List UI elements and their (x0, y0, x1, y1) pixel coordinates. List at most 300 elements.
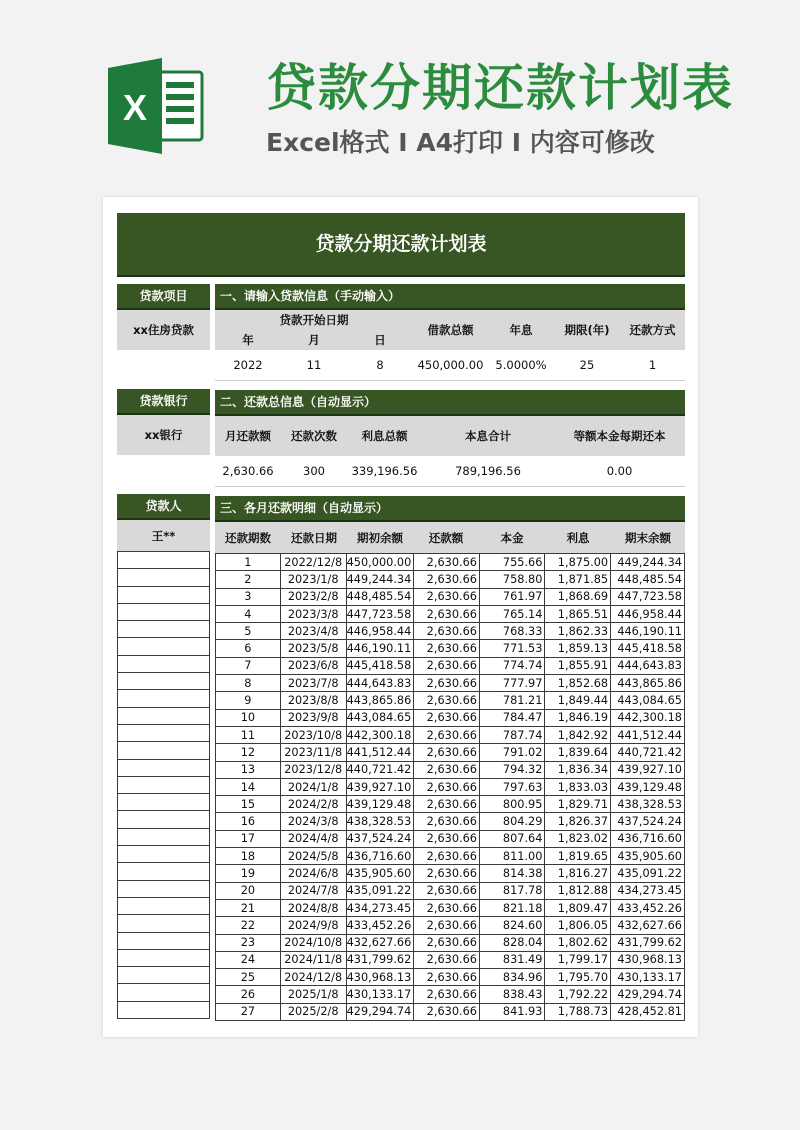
table-row (216, 761, 685, 778)
table-cell: 434,273.45 (611, 882, 685, 899)
loan-item-label: 贷款项目 (117, 284, 210, 310)
table-cell: 1,819.65 (545, 848, 611, 865)
table-cell: 2024/7/8 (280, 882, 346, 899)
table-cell: 2023/6/8 (280, 657, 346, 674)
table-cell: 831.49 (479, 951, 544, 968)
table-cell: 12 (216, 744, 281, 761)
table-cell: 2024/2/8 (280, 796, 346, 813)
table-cell: 2,630.66 (414, 554, 480, 571)
table-cell: 1,795.70 (545, 969, 611, 986)
left-blank-row (118, 655, 210, 672)
total-label: 借款总额 (427, 323, 474, 337)
table-cell: 433,452.26 (346, 917, 414, 934)
table-cell: 1,839.64 (545, 744, 611, 761)
table-cell: 2,630.66 (414, 761, 480, 778)
table-cell: 7 (216, 657, 281, 674)
table-cell: 2022/12/8 (280, 554, 346, 571)
table-cell: 2023/9/8 (280, 709, 346, 726)
table-row (216, 605, 685, 622)
table-cell: 1,788.73 (545, 1003, 611, 1020)
rate-label: 年息 (509, 323, 533, 337)
table-row (216, 778, 685, 795)
table-cell: 18 (216, 848, 281, 865)
table-cell: 2,630.66 (414, 917, 480, 934)
left-blank-row (118, 552, 210, 569)
table-cell: 1,833.03 (545, 778, 611, 795)
table-cell: 781.21 (479, 692, 544, 709)
col-period: 还款期数 (225, 530, 271, 545)
left-blank-row (118, 707, 210, 724)
table-cell: 1,829.71 (545, 796, 611, 813)
loan-item-value[interactable]: xx住房贷款 (117, 310, 210, 350)
day-label: 日 (374, 333, 386, 347)
left-blank-cell (118, 655, 210, 672)
table-cell: 15 (216, 796, 281, 813)
table-cell: 449,244.34 (346, 571, 414, 588)
monthly-label: 月还款额 (225, 429, 271, 443)
table-cell: 2023/4/8 (280, 623, 346, 640)
table-row (216, 640, 685, 657)
left-spacer (117, 350, 210, 380)
content-grid (117, 284, 685, 1021)
start-date-group (215, 310, 413, 350)
table-cell: 765.14 (479, 605, 544, 622)
table-cell: 2023/1/8 (280, 571, 346, 588)
left-blank-cell (118, 794, 210, 811)
table-cell: 1,846.19 (545, 709, 611, 726)
left-blank-row (118, 742, 210, 759)
table-cell: 1,875.00 (545, 554, 611, 571)
table-cell: 2024/8/8 (280, 899, 346, 916)
excel-logo-letter: X (122, 87, 148, 128)
spreadsheet (117, 213, 685, 1021)
table-cell: 2,630.66 (414, 744, 480, 761)
table-cell: 13 (216, 761, 281, 778)
table-row (216, 675, 685, 692)
table-row (216, 796, 685, 813)
table-row (216, 588, 685, 605)
table-cell: 2023/10/8 (280, 726, 346, 743)
table-cell: 10 (216, 709, 281, 726)
table-cell: 2023/7/8 (280, 675, 346, 692)
count-value: 300 (303, 464, 325, 478)
table-cell: 433,452.26 (611, 899, 685, 916)
left-blank-cell (118, 603, 210, 620)
col-opening: 期初余额 (357, 530, 403, 545)
table-cell: 2,630.66 (414, 709, 480, 726)
interest-value: 339,196.56 (351, 464, 418, 478)
table-cell: 2024/4/8 (280, 830, 346, 847)
table-cell: 2,630.66 (414, 865, 480, 882)
table-cell: 2023/12/8 (280, 761, 346, 778)
table-row (216, 813, 685, 830)
table-cell: 24 (216, 951, 281, 968)
table-cell: 2 (216, 571, 281, 588)
table-cell: 4 (216, 605, 281, 622)
table-cell: 2024/1/8 (280, 778, 346, 795)
table-cell: 814.38 (479, 865, 544, 882)
left-blank-cell (118, 673, 210, 690)
table-cell: 429,294.74 (611, 986, 685, 1003)
left-blank-row (118, 984, 210, 1001)
table-cell: 446,190.11 (611, 623, 685, 640)
left-blank-cell (118, 915, 210, 932)
table-cell: 27 (216, 1003, 281, 1020)
left-blank-row (118, 932, 210, 949)
table-cell: 445,418.58 (346, 657, 414, 674)
table-cell: 1,865.51 (545, 605, 611, 622)
table-cell: 811.00 (479, 848, 544, 865)
table-cell: 824.60 (479, 917, 544, 934)
right-column (215, 284, 685, 1021)
table-cell: 1,809.47 (545, 899, 611, 916)
left-blank-cell (118, 828, 210, 845)
table-cell: 784.47 (479, 709, 544, 726)
table-cell: 2023/8/8 (280, 692, 346, 709)
table-cell: 834.96 (479, 969, 544, 986)
left-blank-row (118, 863, 210, 880)
table-cell: 1,859.13 (545, 640, 611, 657)
table-row (216, 657, 685, 674)
table-cell: 1,862.33 (545, 623, 611, 640)
table-cell: 2,630.66 (414, 830, 480, 847)
table-cell: 1,842.92 (545, 726, 611, 743)
table-cell: 2,630.66 (414, 623, 480, 640)
table-cell: 26 (216, 986, 281, 1003)
section1-header-row (215, 310, 685, 350)
table-row (216, 744, 685, 761)
principal-label: 等额本金每期还本 (573, 429, 666, 443)
sheet-title: 贷款分期还款计划表 (117, 213, 685, 277)
left-blank-cell (118, 984, 210, 1001)
table-cell: 2025/2/8 (280, 1003, 346, 1020)
left-blank-row (118, 897, 210, 914)
left-column (117, 284, 210, 1021)
table-cell: 1,849.44 (545, 692, 611, 709)
table-cell: 817.78 (479, 882, 544, 899)
table-cell: 2,630.66 (414, 848, 480, 865)
table-cell: 437,524.24 (346, 830, 414, 847)
table-row (216, 865, 685, 882)
table-cell: 14 (216, 778, 281, 795)
left-blank-row (118, 621, 210, 638)
left-blank-row (118, 880, 210, 897)
start-date-label: 贷款开始日期 (279, 313, 349, 327)
table-cell: 804.29 (479, 813, 544, 830)
excel-logo-icon (104, 58, 206, 154)
left-blank-row (118, 724, 210, 741)
left-blank-cell (118, 552, 210, 569)
table-cell: 439,129.48 (346, 796, 414, 813)
left-blank-row (118, 759, 210, 776)
borrower-label: 贷款人 (117, 494, 210, 520)
table-cell: 828.04 (479, 934, 544, 951)
table-cell: 430,133.17 (611, 969, 685, 986)
table-cell: 1,868.69 (545, 588, 611, 605)
table-row (216, 623, 685, 640)
table-cell: 440,721.42 (611, 744, 685, 761)
table-cell: 807.64 (479, 830, 544, 847)
table-cell: 444,643.83 (611, 657, 685, 674)
table-cell: 1,816.27 (545, 865, 611, 882)
table-cell: 432,627.66 (611, 917, 685, 934)
table-cell: 441,512.44 (611, 726, 685, 743)
table-cell: 23 (216, 934, 281, 951)
table-cell: 794.32 (479, 761, 544, 778)
table-row (216, 951, 685, 968)
section1-value-row (215, 350, 685, 381)
table-cell: 431,799.62 (611, 934, 685, 951)
section2-value-row (215, 456, 685, 487)
table-cell: 446,958.44 (346, 623, 414, 640)
left-blank-cell (118, 621, 210, 638)
borrower-value[interactable]: 王** (117, 520, 210, 551)
left-blank-cell (118, 776, 210, 793)
table-cell: 2,630.66 (414, 796, 480, 813)
table-cell: 2024/10/8 (280, 934, 346, 951)
table-cell: 436,716.60 (346, 848, 414, 865)
left-blank-cell (118, 863, 210, 880)
table-cell: 800.95 (479, 796, 544, 813)
section1-heading: 一、请输入贷款信息（手动输入） (215, 284, 685, 310)
table-cell: 1,792.22 (545, 986, 611, 1003)
table-cell: 2,630.66 (414, 726, 480, 743)
table-cell: 11 (216, 726, 281, 743)
table-cell: 2025/1/8 (280, 986, 346, 1003)
table-cell: 791.02 (479, 744, 544, 761)
table-cell: 1,812.88 (545, 882, 611, 899)
left-blank-row (118, 673, 210, 690)
table-cell: 440,721.42 (346, 761, 414, 778)
table-row (216, 899, 685, 916)
left-blank-rows (117, 551, 210, 1019)
table-row (216, 917, 685, 934)
table-cell: 447,723.58 (346, 605, 414, 622)
left-blank-row (118, 1001, 210, 1018)
bank-value[interactable]: xx银行 (117, 415, 210, 455)
table-cell: 439,927.10 (611, 761, 685, 778)
table-cell: 442,300.18 (346, 726, 414, 743)
table-cell: 1,802.62 (545, 934, 611, 951)
table-cell: 449,244.34 (611, 554, 685, 571)
left-blank-cell (118, 967, 210, 984)
table-cell: 771.53 (479, 640, 544, 657)
year-input[interactable]: 2022 (233, 358, 263, 372)
year-label: 年 (242, 333, 254, 347)
total-input[interactable]: 450,000.00 (417, 358, 484, 372)
table-cell: 443,084.65 (346, 709, 414, 726)
table-cell: 432,627.66 (346, 934, 414, 951)
table-cell: 2,630.66 (414, 1003, 480, 1020)
table-cell: 447,723.58 (611, 588, 685, 605)
table-cell: 1,871.85 (545, 571, 611, 588)
left-spacer (117, 455, 210, 485)
table-cell: 436,716.60 (611, 830, 685, 847)
detail-table (215, 553, 685, 1021)
table-cell: 437,524.24 (611, 813, 685, 830)
table-cell: 797.63 (479, 778, 544, 795)
table-cell: 2,630.66 (414, 640, 480, 657)
table-cell: 1,823.02 (545, 830, 611, 847)
table-cell: 446,958.44 (611, 605, 685, 622)
table-row (216, 848, 685, 865)
table-cell: 1,852.68 (545, 675, 611, 692)
method-input[interactable]: 1 (648, 358, 657, 372)
table-cell: 21 (216, 899, 281, 916)
bank-label: 贷款银行 (117, 389, 210, 415)
table-cell: 1,799.17 (545, 951, 611, 968)
table-cell: 5 (216, 623, 281, 640)
table-cell: 444,643.83 (346, 675, 414, 692)
table-row (216, 934, 685, 951)
table-cell: 438,328.53 (346, 813, 414, 830)
left-blank-row (118, 967, 210, 984)
table-cell: 439,927.10 (346, 778, 414, 795)
table-cell: 439,129.48 (611, 778, 685, 795)
left-blank-cell (118, 1001, 210, 1018)
table-cell: 442,300.18 (611, 709, 685, 726)
col-closing: 期末余额 (625, 530, 671, 545)
table-row (216, 726, 685, 743)
table-cell: 17 (216, 830, 281, 847)
left-blank-row (118, 794, 210, 811)
rate-input[interactable]: 5.0000% (495, 358, 547, 372)
table-row (216, 986, 685, 1003)
table-cell: 2,630.66 (414, 571, 480, 588)
table-cell: 2,630.66 (414, 969, 480, 986)
term-label: 期限(年) (564, 323, 610, 337)
left-blank-cell (118, 949, 210, 966)
left-blank-row (118, 690, 210, 707)
sum-value: 789,196.56 (455, 464, 521, 478)
left-blank-cell (118, 880, 210, 897)
table-cell: 761.97 (479, 588, 544, 605)
table-cell: 838.43 (479, 986, 544, 1003)
table-cell: 787.74 (479, 726, 544, 743)
month-label: 月 (308, 333, 320, 347)
table-cell: 8 (216, 675, 281, 692)
section3-heading: 三、各月还款明细（自动显示） (215, 496, 685, 522)
table-cell: 430,968.13 (611, 951, 685, 968)
table-cell: 2023/3/8 (280, 605, 346, 622)
table-cell: 22 (216, 917, 281, 934)
col-interest: 利息 (566, 530, 590, 545)
table-cell: 2024/11/8 (280, 951, 346, 968)
table-cell: 435,091.22 (346, 882, 414, 899)
table-cell: 1,826.37 (545, 813, 611, 830)
table-cell: 429,294.74 (346, 1003, 414, 1020)
table-cell: 758.80 (479, 571, 544, 588)
section2-header-row (215, 416, 685, 456)
table-cell: 1 (216, 554, 281, 571)
table-cell: 446,190.11 (346, 640, 414, 657)
table-cell: 435,905.60 (611, 848, 685, 865)
left-blank-cell (118, 846, 210, 863)
left-blank-row (118, 828, 210, 845)
table-cell: 430,968.13 (346, 969, 414, 986)
sum-label: 本息合计 (465, 429, 511, 443)
table-cell: 448,485.54 (346, 588, 414, 605)
table-cell: 431,799.62 (346, 951, 414, 968)
monthly-value: 2,630.66 (222, 464, 274, 478)
table-cell: 2023/2/8 (280, 588, 346, 605)
table-cell: 2023/11/8 (280, 744, 346, 761)
table-cell: 25 (216, 969, 281, 986)
term-input[interactable]: 25 (579, 358, 595, 372)
table-cell: 2024/9/8 (280, 917, 346, 934)
table-cell: 2,630.66 (414, 675, 480, 692)
month-input[interactable]: 11 (306, 358, 322, 372)
table-cell: 434,273.45 (346, 899, 414, 916)
table-cell: 821.18 (479, 899, 544, 916)
table-cell: 3 (216, 588, 281, 605)
table-cell: 2,630.66 (414, 692, 480, 709)
table-cell: 443,865.86 (611, 675, 685, 692)
table-cell: 768.33 (479, 623, 544, 640)
table-cell: 2,630.66 (414, 657, 480, 674)
interest-label: 利息总额 (361, 429, 408, 443)
banner-subtitle: Excel格式 I A4打印 I 内容可修改 (266, 128, 655, 157)
col-principal: 本金 (500, 530, 524, 545)
table-cell: 2,630.66 (414, 778, 480, 795)
table-cell: 441,512.44 (346, 744, 414, 761)
table-cell: 2,630.66 (414, 813, 480, 830)
principal-value: 0.00 (606, 464, 633, 478)
table-cell: 448,485.54 (611, 571, 685, 588)
left-blank-cell (118, 932, 210, 949)
left-blank-cell (118, 569, 210, 586)
table-cell: 841.93 (479, 1003, 544, 1020)
banner-title: 贷款分期还款计划表 (266, 59, 734, 117)
left-blank-row (118, 846, 210, 863)
method-label: 还款方式 (629, 323, 676, 337)
table-cell: 443,084.65 (611, 692, 685, 709)
table-row (216, 692, 685, 709)
table-cell: 9 (216, 692, 281, 709)
table-cell: 450,000.00 (346, 554, 414, 571)
section2-heading: 二、还款总信息（自动显示） (215, 390, 685, 416)
left-blank-cell (118, 811, 210, 828)
table-cell: 2,630.66 (414, 588, 480, 605)
table-cell: 1,855.91 (545, 657, 611, 674)
left-blank-row (118, 603, 210, 620)
day-input[interactable]: 8 (376, 358, 384, 372)
left-blank-cell (118, 742, 210, 759)
table-row (216, 830, 685, 847)
left-blank-cell (118, 707, 210, 724)
left-blank-row (118, 569, 210, 586)
table-cell: 1,836.34 (545, 761, 611, 778)
table-cell: 2023/5/8 (280, 640, 346, 657)
left-blank-row (118, 776, 210, 793)
table-cell: 2024/6/8 (280, 865, 346, 882)
table-cell: 2,630.66 (414, 934, 480, 951)
table-cell: 6 (216, 640, 281, 657)
table-cell: 2,630.66 (414, 882, 480, 899)
table-cell: 2,630.66 (414, 951, 480, 968)
col-payment: 还款额 (428, 530, 464, 545)
left-blank-row (118, 915, 210, 932)
table-cell: 1,806.05 (545, 917, 611, 934)
table-cell: 443,865.86 (346, 692, 414, 709)
table-cell: 2,630.66 (414, 986, 480, 1003)
table-row (216, 571, 685, 588)
left-blank-row (118, 638, 210, 655)
left-blank-row (118, 949, 210, 966)
table-cell: 2024/12/8 (280, 969, 346, 986)
count-label: 还款次数 (291, 429, 337, 443)
table-row (216, 554, 685, 571)
